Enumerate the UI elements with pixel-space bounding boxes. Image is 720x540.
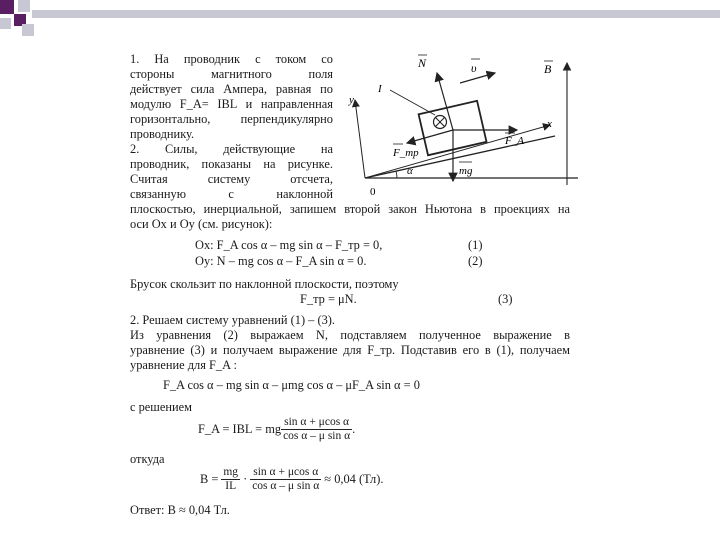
equation-5-fraction — [281, 416, 352, 443]
equation-5-denominator: cos α – μ sin α — [283, 430, 351, 442]
slide-text: Брусок скользит по наклонной плоскости, поэтому — [130, 277, 399, 291]
intro-line: горизонтально, перпендикулярно — [130, 112, 333, 126]
velocity-arrow — [460, 73, 495, 83]
intro-line: Считая систему отсчета, — [130, 172, 333, 186]
equation-6-fraction-1 — [221, 466, 240, 493]
intro-line: стороны магнитного поля — [130, 67, 333, 81]
header-decoration — [0, 0, 720, 50]
label-Ftr: F_тр — [393, 147, 419, 159]
equation-5: F_A = IBL = mg $\frac{\text{sin α + μcos α}}{\text{cos α – μ sin α}}$ . — [198, 416, 356, 442]
solve-line: 2. Решаем систему уравнений (1) – (3). — [130, 313, 336, 327]
force-diagram — [335, 45, 585, 205]
equation-3: F_тр = μN. — [300, 292, 357, 306]
intro-line: 1. На проводник с током со — [130, 52, 333, 66]
intro-line: проводник, показаны на рисунке. — [130, 157, 333, 171]
equation-6-f2-denominator: cos α – μ sin α — [252, 480, 320, 492]
equation-6-f1-numerator: mg — [223, 466, 239, 478]
label-N: N — [418, 56, 427, 70]
with-solution-text: с решением — [130, 400, 192, 414]
intro-line: действует сила Ампера, равная по — [130, 82, 333, 96]
label-mg: mg — [459, 165, 473, 177]
intro-line: 2. Силы, действующие на — [130, 142, 333, 156]
equation-6-f2-numerator: sin α + μcos α — [250, 466, 321, 480]
deco-bar — [32, 10, 720, 18]
answer-text: Ответ: B ≈ 0,04 Тл. — [130, 503, 230, 517]
intro-line: связанную с наклонной — [130, 187, 333, 201]
equation-6-fraction-2 — [250, 466, 321, 493]
angle-arc — [396, 171, 397, 178]
label-FA: F_A — [505, 135, 524, 147]
solve-line: Из уравнения (2) выражаем N, подставляем полученное выражение в — [130, 328, 570, 342]
label-zero: 0 — [370, 186, 376, 198]
equation-5-left: F_A = IBL = mg — [198, 422, 282, 436]
equation-6-f1-denominator: IL — [225, 480, 237, 492]
equation-6: B = $\frac{mg}{IL}$ · $\frac{\text{sin α + μcos α}}{\text{cos α – μ sin α}}$ ≈ 0,04 (Тл). — [200, 466, 384, 492]
solve-line: уравнение (3) и получаем выражение для F_тр. Подставив его в (1), получаем — [130, 343, 570, 357]
intro-line: модулю F_A= IBL и направленная — [130, 97, 333, 111]
equation-3-number: (3) — [498, 292, 513, 306]
intro-line: проводнику. — [130, 127, 195, 141]
equation-2-number: (2) — [468, 254, 483, 268]
deco-square-light — [18, 0, 30, 12]
whence-text: откуда — [130, 452, 165, 466]
equation-6-left: B = — [200, 472, 219, 486]
equation-6-right: ≈ 0,04 (Тл). — [324, 472, 384, 486]
deco-square-light — [0, 18, 11, 29]
intro-line: оси Ox и Oy (см. рисунок): — [130, 217, 273, 231]
equation-1: Ox: F_A cos α – mg sin α – F_тр = 0, — [195, 238, 383, 252]
solve-line: уравнение для F_A : — [130, 358, 237, 372]
equation-5-numerator: sin α + μcos α — [281, 416, 352, 430]
label-v: υ — [471, 61, 477, 75]
label-B: B — [544, 62, 552, 76]
label-I: I — [378, 83, 382, 95]
conductor-pointer — [390, 90, 435, 115]
deco-square-dark — [0, 0, 14, 14]
label-y: y — [349, 94, 354, 106]
label-alpha: α — [407, 165, 413, 177]
intro-line: плоскостью, инерциальной, запишем второй закон Ньютона в проекциях на — [130, 202, 570, 216]
y-axis — [355, 100, 365, 178]
equation-2: Oy: N – mg cos α – F_A sin α = 0. — [195, 254, 367, 268]
label-x: x — [547, 118, 552, 130]
deco-square-light — [22, 24, 34, 36]
equation-4: F_A cos α – mg sin α – μmg cos α – μF_A sin α = 0 — [163, 378, 420, 392]
equation-1-number: (1) — [468, 238, 483, 252]
